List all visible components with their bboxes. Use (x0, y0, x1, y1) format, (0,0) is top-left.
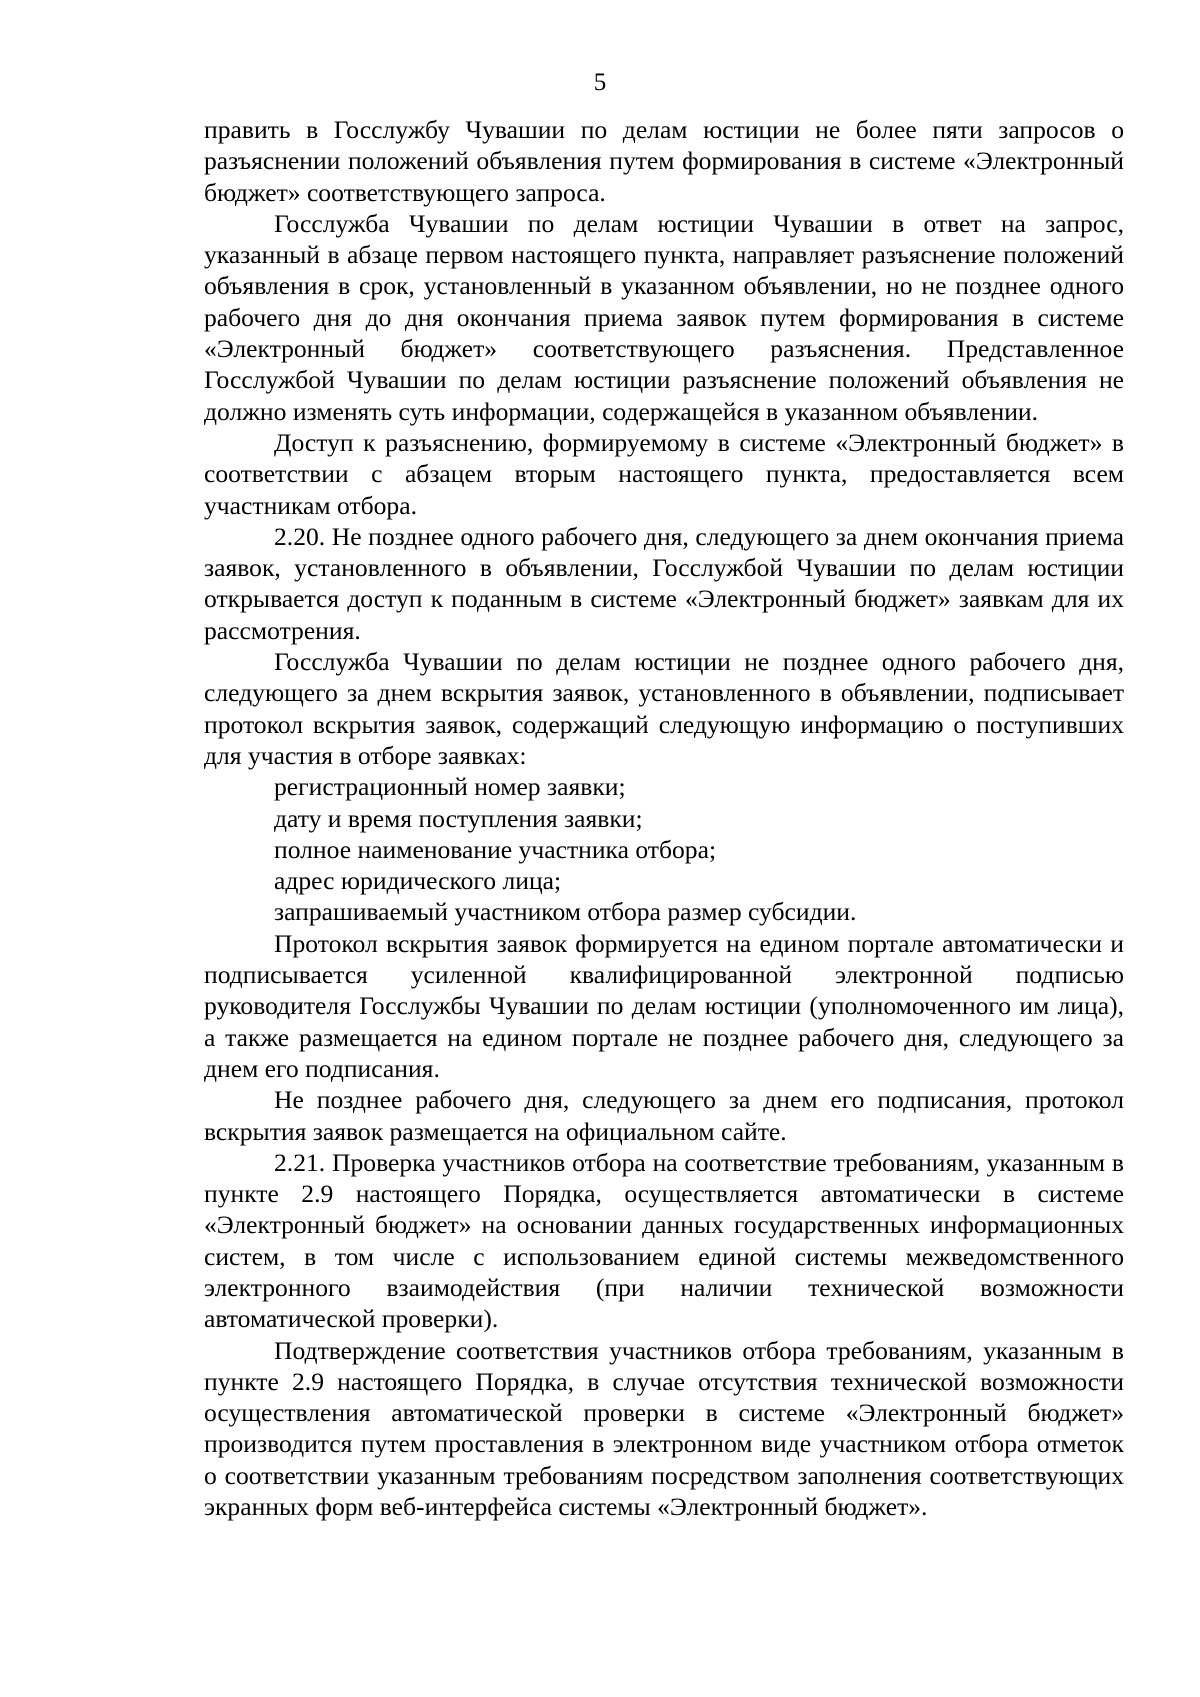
list-item: полное наименование участника отбора; (274, 834, 717, 864)
paragraph-2-21: 2.21. Проверка участников отбора на соответствие требованиям, указанным в пункте 2.9 настоящего Порядка, осуществляется автоматически в системе «Электронный бюджет» на основании данных государственных информационных систем, в том числе с использованием единой системы межведомственного электронного взаимодействия (при наличии технической возможности автоматической проверки). (204, 1147, 1124, 1334)
paragraph-continuation: править в Госслужбу Чувашии по делам юстиции не более пяти запросов о разъяснении положений объявления путем формирования в системе «Электронный бюджет» соответствующего запроса. (204, 115, 1124, 207)
document-body (204, 114, 1124, 1522)
paragraph-compliance-confirmation: Подтверждение соответствия участников отбора требованиям, указанным в пункте 2.9 настоящего Порядка, в случае отсутствия технической возможности осуществления автоматической проверки в системе «Электронный бюджет» производится путем проставления в электронном виде участником отбора отметок о соответствии указанным требованиям посредством заполнения соответствующих экранных форм веб-интерфейса системы «Электронный бюджет». (204, 1335, 1124, 1522)
paragraph-protocol-signing: Протокол вскрытия заявок формируется на едином портале автоматически и подписывается усиленной квалифицированной электронной подписью руководителя Госслужбы Чувашии по делам юстиции (уполномоченного им лица), а также размещается на едином портале не позднее рабочего дня, следующего за днем его подписания. (204, 928, 1124, 1083)
paragraph-clarification-response: Госслужба Чувашии по делам юстиции Чувашии в ответ на запрос, указанный в абзаце первом настоящего пункта, направляет разъяснение положений объявления в срок, установленный в указанном объявлении, но не позднее одного рабочего дня до дня окончания приема заявок путем формирования в системе «Электронный бюджет» соответствующего разъяснения. Представленное Госслужбой Чувашии по делам юстиции разъяснение положений объявления не должно изменять суть информации, содержащейся в указанном объявлении. (204, 208, 1124, 426)
paragraph-opening-protocol: Госслужба Чувашии по делам юстиции не позднее одного рабочего дня, следующего за днем вскрытия заявок, установленного в объявлении, подписывает протокол вскрытия заявок, содержащий следующую информацию о поступивших для участия в отборе заявках: (204, 647, 1124, 770)
page-number: 5 (593, 69, 607, 96)
list-item: регистрационный номер заявки; (274, 772, 626, 802)
paragraph-clarification-access: Доступ к разъяснению, формируемому в системе «Электронный бюджет» в соответствии с абзацем вторым настоящего пункта, предоставляется всем участникам отбора. (204, 427, 1124, 520)
paragraph-2-20: 2.20. Не позднее одного рабочего дня, следующего за днем окончания приема заявок, установленного в объявлении, Госслужбой Чувашии по делам юстиции открывается доступ к поданным в системе «Электронный бюджет» заявкам для их рассмотрения. (204, 521, 1124, 645)
list-item: запрашиваемый участником отбора размер субсидии. (274, 897, 857, 927)
list-item: адрес юридического лица; (274, 866, 562, 896)
list-item: дату и время поступления заявки; (274, 803, 643, 833)
paragraph-protocol-publication: Не позднее рабочего дня, следующего за днем его подписания, протокол вскрытия заявок размещается на официальном сайте. (204, 1085, 1124, 1146)
